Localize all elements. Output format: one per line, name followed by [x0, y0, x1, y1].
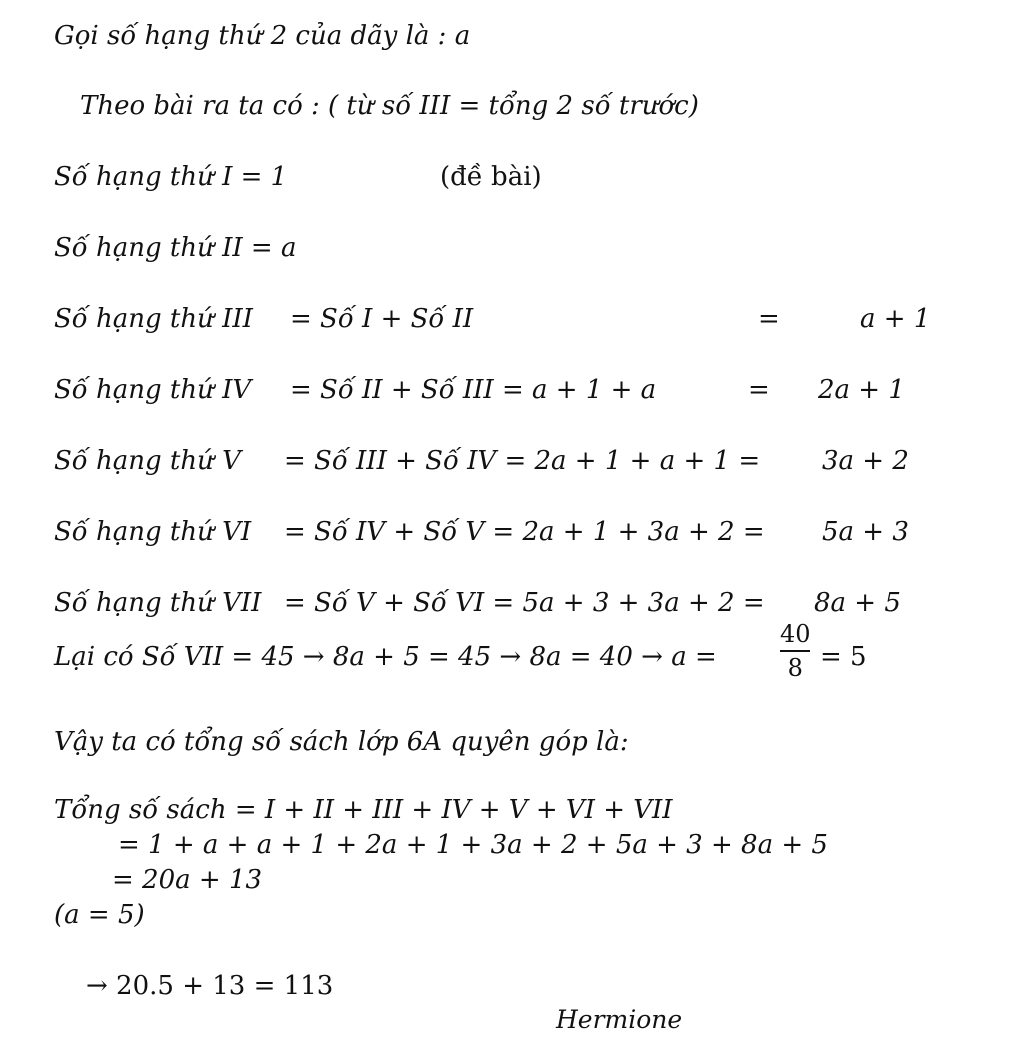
solve-fraction — [780, 620, 811, 682]
signature: Hermione — [556, 1005, 683, 1034]
total-line-1: Tổng số sách = I + II + III + IV + V + VI + VII — [54, 795, 673, 825]
total-line-4: (a = 5) — [54, 900, 145, 930]
term-5-result: 3a + 2 — [822, 446, 909, 476]
term-1-note: (đề bài) — [440, 162, 542, 192]
term-3-expr: = Số I + Số II — [290, 304, 474, 334]
term-3-label: Số hạng thứ III — [54, 304, 253, 334]
total-line-5: → 20.5 + 13 = 113 — [86, 971, 334, 1001]
term-4-result: 2a + 1 — [818, 375, 905, 405]
term-6-result: 5a + 3 — [822, 517, 909, 547]
term-7-expr: = Số V + Số VI = 5a + 3 + 3a + 2 = — [284, 588, 765, 618]
term-5-label: Số hạng thứ V — [54, 446, 241, 476]
term-3-eq: = — [758, 304, 780, 334]
term-6-expr: = Số IV + Số V = 2a + 1 + 3a + 2 = — [284, 517, 765, 547]
fraction-bar — [780, 650, 810, 652]
term-7-result: 8a + 5 — [814, 588, 901, 618]
term-4-expr: = Số II + Số III = a + 1 + a — [290, 375, 657, 405]
term-7-label: Số hạng thứ VII — [54, 588, 262, 618]
total-line-2: = 1 + a + a + 1 + 2a + 1 + 3a + 2 + 5a + 3 + 8a + 5 — [118, 830, 828, 860]
conclusion-line: Vậy ta có tổng số sách lớp 6A quyên góp là: — [54, 727, 629, 757]
term-2-label: Số hạng thứ II = a — [54, 233, 297, 263]
term-6-label: Số hạng thứ VI — [54, 517, 252, 547]
term-3-result: a + 1 — [860, 304, 931, 334]
intro-line: Gọi số hạng thứ 2 của dãy là : a — [54, 21, 471, 51]
solve-tail: = 5 — [820, 642, 867, 672]
term-5-expr: = Số III + Số IV = 2a + 1 + a + 1 = — [284, 446, 761, 476]
rule-line: Theo bài ra ta có : ( từ số III = tổng 2 số trước) — [80, 91, 699, 121]
term-4-eq: = — [748, 375, 770, 405]
fraction-numerator: 40 — [780, 620, 811, 648]
total-line-3: = 20a + 13 — [112, 865, 263, 895]
solve-lead: Lại có Số VII = 45 → 8a + 5 = 45 → 8a = 40 → a = — [54, 642, 717, 672]
term-1-label: Số hạng thứ I = 1 — [54, 162, 288, 192]
fraction-denominator: 8 — [787, 654, 803, 682]
term-4-label: Số hạng thứ IV — [54, 375, 252, 405]
